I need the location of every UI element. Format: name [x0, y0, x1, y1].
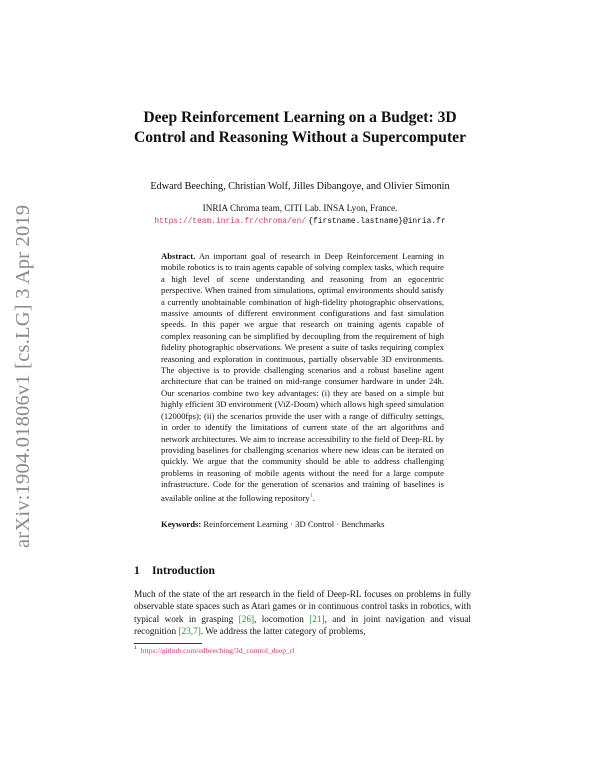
keywords-heading: Keywords:: [161, 519, 202, 529]
intro-text-3: , and in joint navigation and visual recognition: [134, 614, 471, 637]
affiliation-line: INRIA Chroma team, CITI Lab. INSA Lyon, France.: [202, 203, 398, 213]
citation-link[interactable]: [23,7]: [178, 626, 201, 637]
abstract-block: [161, 251, 444, 504]
abstract-heading: Abstract.: [161, 251, 196, 261]
footnote-mark: 1: [134, 645, 137, 651]
affiliation-contact: [100, 214, 500, 228]
intro-text-1: Much of the state of the art research in the field of Deep-RL focuses on problems in fully observable state spaces such as Atari games or in continuous control tasks in robotics, with typical work in grasping: [134, 590, 471, 625]
intro-paragraph: [134, 589, 471, 638]
footnote-divider: [134, 643, 202, 644]
section-title: Introduction: [152, 564, 215, 577]
intro-text-4: . We address the latter category of problems,: [200, 626, 366, 637]
citation-link[interactable]: [26]: [238, 614, 255, 625]
section-heading: [134, 564, 434, 577]
footnote-ref-link[interactable]: 1: [309, 492, 313, 499]
affiliation-block: [100, 202, 500, 228]
paper-title: Deep Reinforcement Learning on a Budget: 3D Control and Reasoning Without a Supercomputer: [134, 109, 466, 146]
keywords-block: [161, 519, 444, 530]
citation-link[interactable]: [21]: [309, 614, 325, 625]
repository-link[interactable]: https://github.com/edbeeching/3d_control_deep_rl: [140, 646, 295, 655]
author-email: {firstname.lastname}@inria.fr: [308, 217, 446, 226]
abstract-text: An important goal of research in Deep Reinforcement Learning in mobile robotics is to train agents capable of solving complex tasks, which require a high level of scene understanding and reasoning from an egocentric perspective. When trained from simulations, optimal environments should satisfy a currently unobtainable combination of high-fidelity photographic observations, massive amounts of different environment configurations and fast simulation speeds. In this paper we argue that research on training agents capable of complex reasoning can be simplified by decoupling from the requirement of high fidelity photographic observations. We present a suite of tasks requiring complex reasoning and exploration in continuous, partially observable 3D environments. The objective is to provide challenging scenarios and a robust baseline agent architecture that can be trained on mid-range consumer hardware in under 24h. Our scenarios combine two key advantages: (i) they are based on a simple but highly efficient 3D environment (ViZ-Doom) which allows high speed simulation (12000fps); (ii) the scenarios provide the user with a range of difficulty settings, in order to identify the limitations of current state of the art algorithms and network architectures. We aim to increase accessibility to the field of Deep-RL by providing baselines for challenging scenarios where new ideas can be iterated on quickly. We argue that the community should be able to address challenging problems in reasoning of mobile agents without the need for a large compute infrastructure. Code for the generation of scenarios and training of baselines is available online at the following repository: [161, 251, 444, 503]
team-url-link[interactable]: https://team.inria.fr/chroma/en/: [154, 217, 306, 226]
intro-text-2: , locomotion: [254, 614, 310, 625]
arxiv-identifier-stamp[interactable]: arXiv:1904.01806v1 [cs.LG] 3 Apr 2019: [12, 204, 34, 548]
keywords-text: Reinforcement Learning · 3D Control · Benchmarks: [203, 519, 385, 529]
section-number: 1: [134, 564, 140, 577]
abstract-end: .: [312, 492, 315, 503]
author-list: Edward Beeching, Christian Wolf, Jilles Dibangoye, and Olivier Simonin: [150, 181, 450, 192]
footnote: [134, 645, 471, 655]
